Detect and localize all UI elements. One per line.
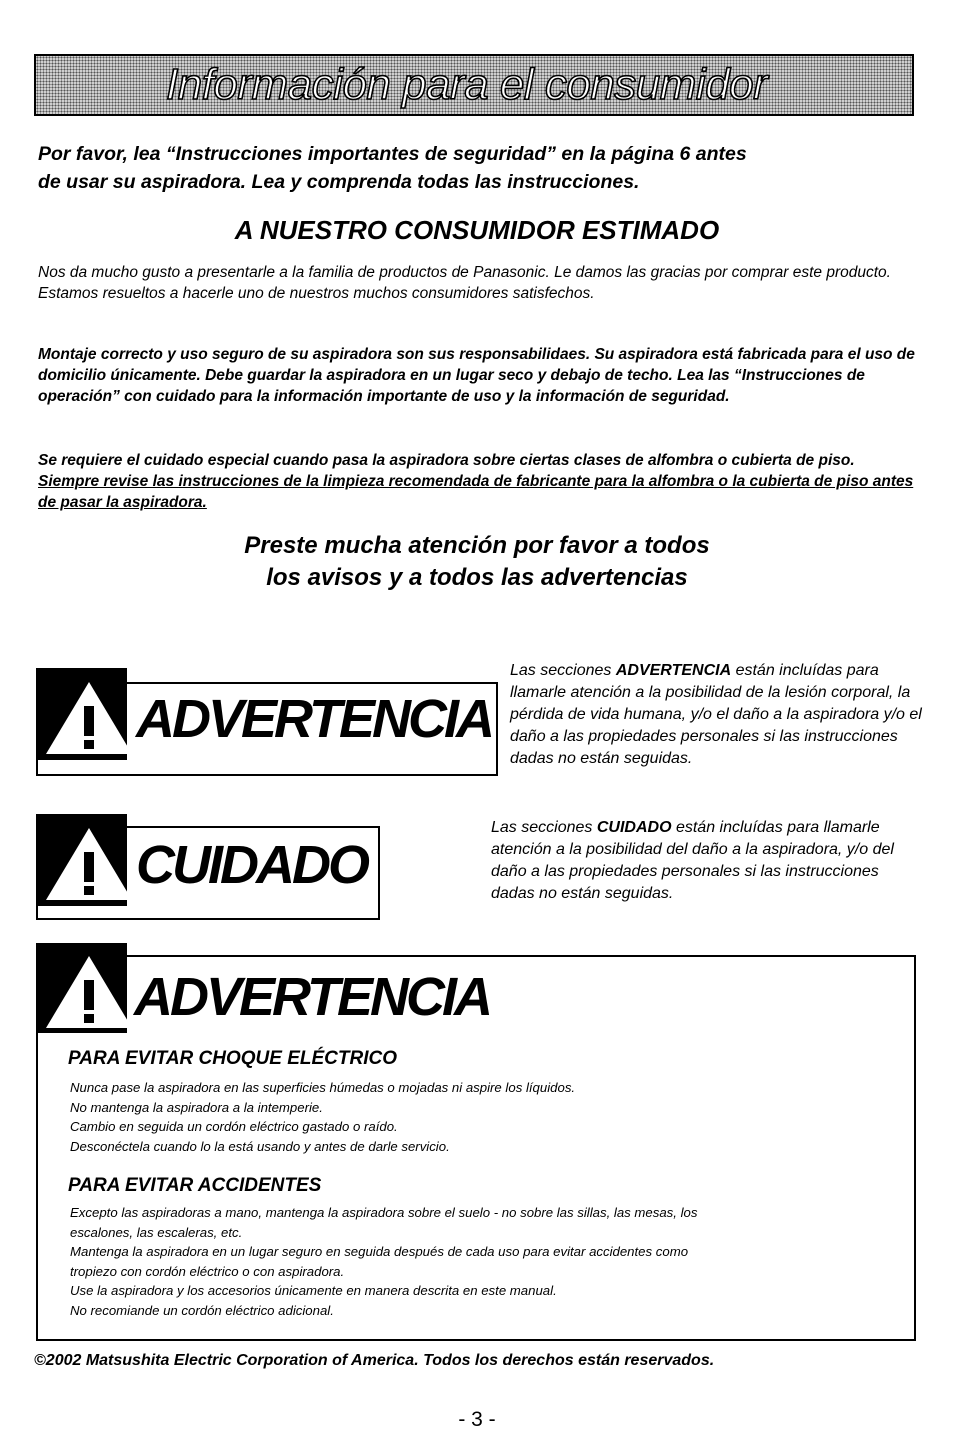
accident-section-list: [70, 1203, 697, 1320]
attention-line-2: los avisos y a todos las advertencias: [266, 564, 688, 591]
list-item: Nunca pase la aspiradora en las superficies húmedas o mojadas ni aspire los líquidos.: [70, 1080, 576, 1095]
list-item: No mantenga la aspiradora a la intemperie.: [70, 1099, 323, 1115]
paragraph-responsibility: Montaje correcto y uso seguro de su aspiradora son sus responsabilidaes. Su aspiradora está fabricada para el uso de domicilio únicamente. Debe guardar la aspiradora en un lugar seco y debajo de techo. Lea las “Instrucciones de operación” con cuidado para la información importante de uso y la información de seguridad.: [38, 346, 915, 405]
list-item: Excepto las aspiradoras a mano, mantenga la aspiradora sobre el suelo - no sobre las sillas, las mesas, los: [70, 1205, 698, 1220]
warning-triangle-icon: [42, 678, 136, 758]
list-item: Use la aspiradora y los accesorios únicamente en manera descrita en este manual.: [70, 1283, 557, 1298]
paragraph-special-care: [38, 450, 916, 513]
list-item: Mantenga la aspiradora en un lugar seguro en seguida después de cada uso para evitar accidentes como: [70, 1244, 689, 1259]
cuidado-label-word: CUIDADO: [136, 835, 367, 895]
special-care-text: Se requiere el cuidado especial cuando pasa la aspiradora sobre ciertas clases de alfombra o cubierta de piso.: [38, 452, 855, 469]
copyright: ©2002 Matsushita Electric Corporation of America. Todos los derechos están reservados.: [34, 1352, 715, 1369]
intro-line-1: Por favor, lea “Instrucciones importantes de seguridad” en la página 6 antes: [38, 143, 747, 165]
dear-consumer-title: A NUESTRO CONSUMIDOR ESTIMADO: [234, 215, 720, 245]
list-item: Desconéctela cuando lo la está usando y antes de darle servicio.: [70, 1138, 450, 1154]
page-title: Información para el consumidor: [166, 60, 768, 109]
advertencia-description: Las secciones ADVERTENCIA están incluídas para llamarle atención a la posibilidad de la lesión corporal, la pérdida de vida humana, y/o el daño a la aspiradora y/o el daño a las propiedades personales si las instrucciones dadas no están seguidas.: [510, 662, 922, 767]
intro-text: [38, 140, 918, 196]
list-item: tropiezo con cordón eléctrico o con aspiradora.: [70, 1263, 345, 1279]
accident-section-title: PARA EVITAR ACCIDENTES: [68, 1175, 322, 1196]
intro-line-2: de usar su aspiradora. Lea y comprenda todas las instrucciones.: [38, 171, 640, 193]
warning-triangle-icon: [42, 824, 136, 904]
cuidado-keyword: CUIDADO: [596, 819, 672, 836]
advertencia-label: [36, 668, 500, 776]
page-number: - 3 -: [458, 1408, 496, 1431]
list-item: No recomiande un cordón eléctrico adicional.: [70, 1302, 334, 1318]
list-item: escalones, las escaleras, etc.: [70, 1224, 243, 1240]
attention-heading: [0, 530, 954, 594]
shock-section-title: PARA EVITAR CHOQUE ELÉCTRICO: [68, 1048, 397, 1069]
advertencia-label-word: ADVERTENCIA: [136, 689, 493, 749]
special-care-underlined: Siempre revise las instrucciones de la limpieza recomendada de fabricante para la alfombra o la cubierta de piso antes de pasar la aspiradora.: [38, 473, 914, 511]
warning-triangle-icon: [42, 952, 136, 1032]
warning-box-word: ADVERTENCIA: [134, 967, 491, 1027]
attention-line-1: Preste mucha atención por favor a todos: [244, 532, 710, 559]
cuidado-label: [36, 814, 382, 922]
paragraph-thanks: Nos da mucho gusto a presentarle a la familia de productos de Panasonic. Le damos las gracias por comprar este producto. Estamos resueltos a hacerle uno de nuestros muchos consumidores satisfechos.: [38, 264, 891, 302]
advertencia-keyword: ADVERTENCIA: [615, 662, 732, 679]
list-item: Cambio en seguida un cordón eléctrico gastado o raído.: [70, 1119, 398, 1134]
shock-section-list: [70, 1078, 575, 1156]
cuidado-description: Las secciones CUIDADO están incluídas para llamarle atención a la posibilidad del daño a la aspiradora, y/o del daño a las propiedades personales si las instrucciones dadas no están seguidas.: [491, 819, 894, 902]
